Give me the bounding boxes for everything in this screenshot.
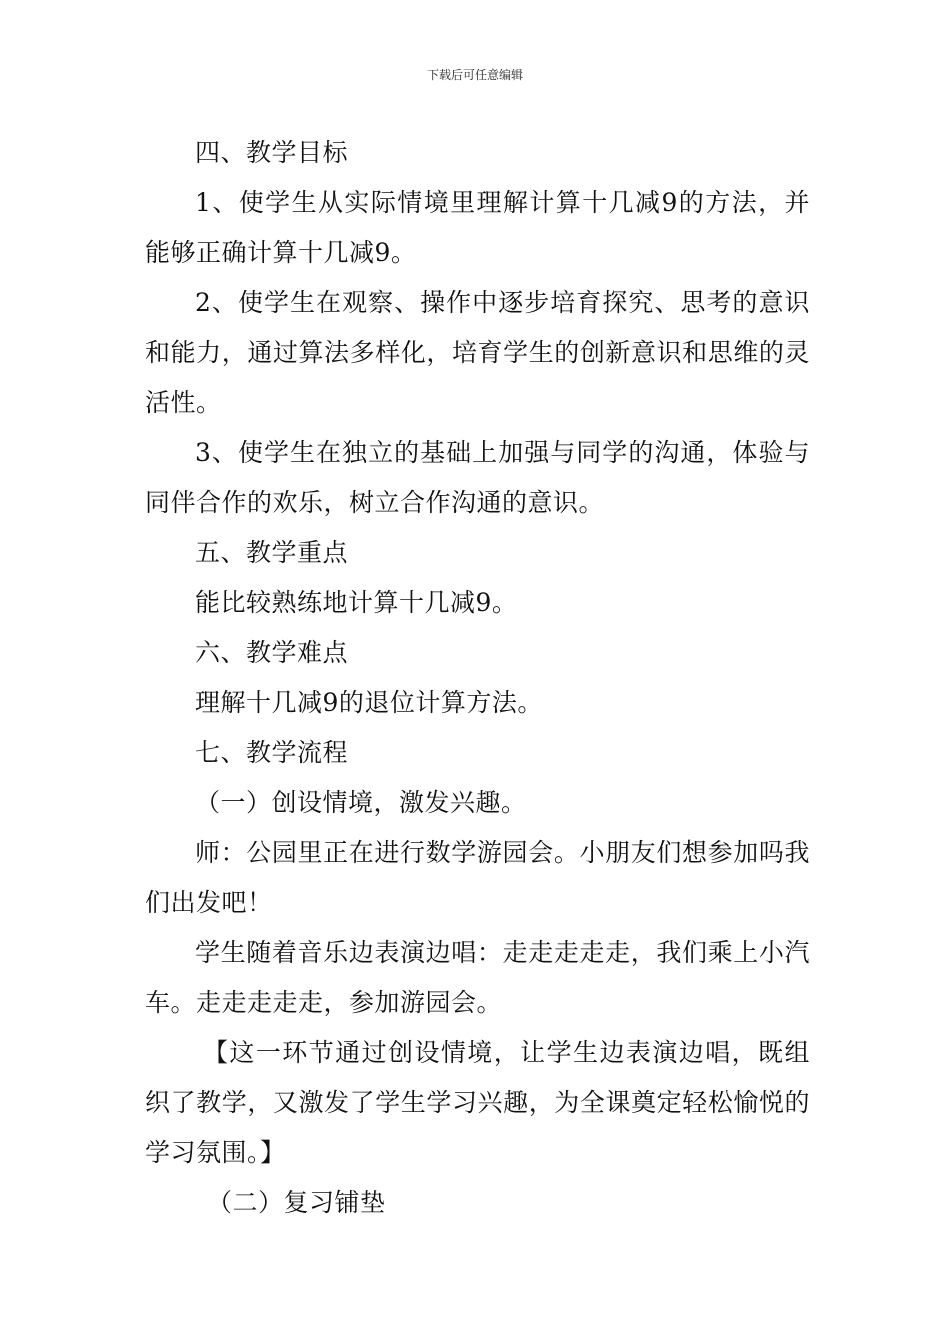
key-point-text: 能比较熟练地计算十几减9。 [195, 588, 518, 617]
section-heading-difficulties: 六、教学难点 [195, 638, 349, 667]
section-heading-process: 七、教学流程 [195, 738, 349, 767]
section-heading-key-points: 五、教学重点 [195, 538, 349, 567]
design-note: 【这一环节通过创设情境，让学生边表演边唱，既组织了教学，又激发了学生学习兴趣，为全课奠定轻松愉悦的学习氛围。】 [145, 1038, 810, 1167]
student-activity: 学生随着音乐边表演边唱：走走走走走，我们乘上小汽车。走走走走走，参加游园会。 [145, 938, 810, 1017]
process-step-heading-2: （二）复习铺垫 [207, 1188, 386, 1217]
page-header: 下载后可任意编辑 [426, 68, 523, 82]
objective-item-3: 3、使学生在独立的基础上加强与同学的沟通，体验与同伴合作的欢乐，树立合作沟通的意识。 [145, 438, 810, 517]
objective-item-2: 2、使学生在观察、操作中逐步培育探究、思考的意识和能力，通过算法多样化，培育学生的创新意识和思维的灵活性。 [145, 288, 810, 417]
teacher-dialogue: 师：公园里正在进行数学游园会。小朋友们想参加吗我们出发吧！ [145, 838, 810, 917]
objective-item-1: 1、使学生从实际情境里理解计算十几减9的方法，并能够正确计算十几减9。 [145, 188, 810, 267]
difficulty-text: 理解十几减9的退位计算方法。 [195, 688, 543, 717]
document-body [145, 128, 810, 1228]
section-heading-objectives: 四、教学目标 [195, 138, 349, 167]
process-step-heading-1: （一）创设情境，激发兴趣。 [195, 788, 527, 817]
